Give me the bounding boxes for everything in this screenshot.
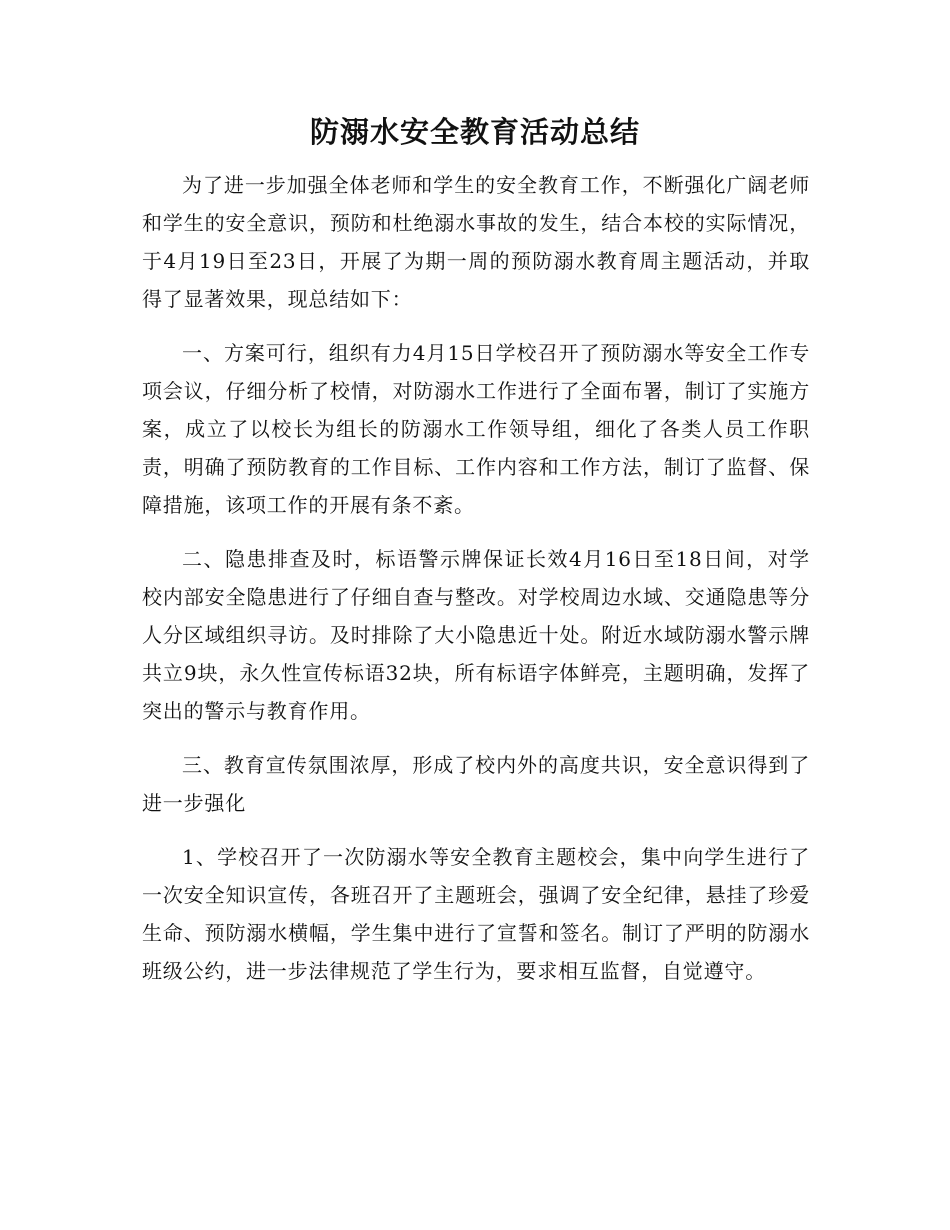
section-3-heading-paragraph: 三、教育宣传氛围浓厚，形成了校内外的高度共识，安全意识得到了进一步强化 [142, 753, 810, 815]
section-2-paragraph: 二、隐患排查及时，标语警示牌保证长效4月16日至18日间，对学校内部安全隐患进行了仔细自查与整改。对学校周边水域、交通隐患等分人分区域组织寻访。及时排除了大小隐患近十处。附近水域防溺水警示牌共立9块，永久性宣传标语32块，所有标语字体鲜亮，主题明确，发挥了突出的警示与教育作用。 [142, 547, 810, 723]
intro-paragraph: 为了进一步加强全体老师和学生的安全教育工作，不断强化广阔老师和学生的安全意识，预防和杜绝溺水事故的发生，结合本校的实际情况，于4月19日至23日，开展了为期一周的预防溺水教育周主题活动，并取得了显著效果，现总结如下： [142, 173, 810, 311]
section-3-item-1-paragraph: 1、学校召开了一次防溺水等安全教育主题校会，集中向学生进行了一次安全知识宣传，各班召开了主题班会，强调了安全纪律，悬挂了珍爱生命、预防溺水横幅，学生集中进行了宣誓和签名。制订了严明的防溺水班级公约，进一步法律规范了学生行为，要求相互监督，自觉遵守。 [142, 845, 810, 983]
document-body [142, 166, 810, 1006]
section-1-paragraph: 一、方案可行，组织有力4月15日学校召开了预防溺水等安全工作专项会议，仔细分析了校情，对防溺水工作进行了全面布署，制订了实施方案，成立了以校长为组长的防溺水工作领导组，细化了各类人员工作职责，明确了预防教育的工作目标、工作内容和工作方法，制订了监督、保障措施，该项工作的开展有条不紊。 [142, 341, 810, 517]
document-title: 防溺水安全教育活动总结 [309, 115, 640, 149]
